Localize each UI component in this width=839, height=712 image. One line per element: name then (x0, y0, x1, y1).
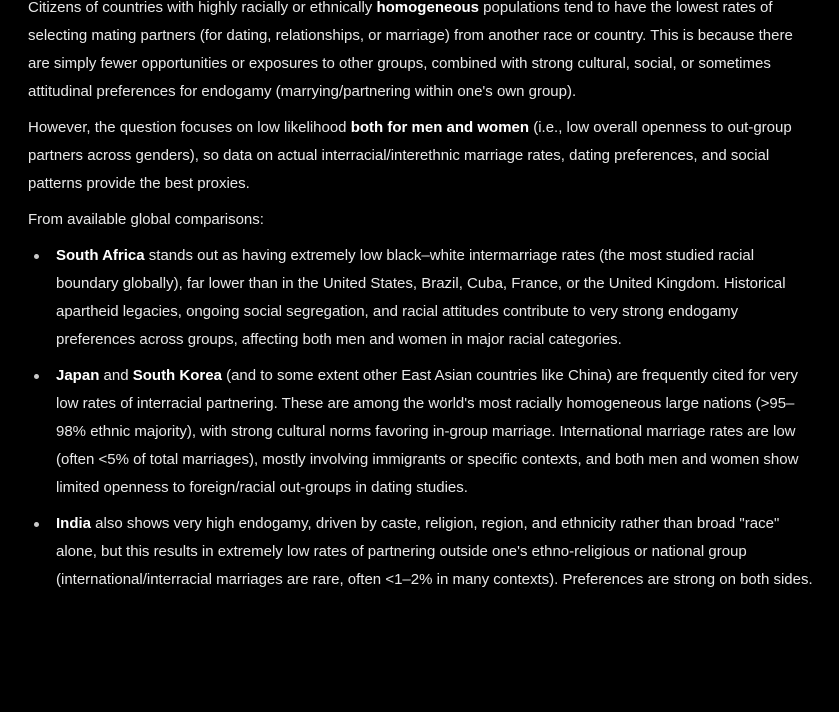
bullet-dot-icon (34, 374, 39, 379)
list-item-japan-korea: Japan and South Korea (and to some extent other East Asian countries like China) are frequently cited for very low rates of interracial partnering. These are among the world's most racially homogeneous large nations (>95–98% ethnic majority), with strong cultural norms favoring in-group marriage. International marriage rates are low (often <5% of total marriages), mostly involving immigrants or specific contexts, and both men and women show limited openness to foreign/racial out-groups in dating studies. (28, 362, 818, 502)
paragraph-intro: Citizens of countries with highly racially or ethnically homogeneous populations tend to have the lowest rates of selecting mating partners (for dating, relationships, or marriage) from another race or country. This is because there are simply fewer opportunities or exposures to other groups, combined with strong cultural, social, or sometimes attitudinal preferences for endogamy (marrying/partnering within one's own group). (28, 0, 793, 100)
bold-term-homogeneous: homogeneous (376, 0, 479, 16)
bullet-dot-icon (34, 254, 39, 259)
list-item-india: India also shows very high endogamy, driven by caste, religion, region, and ethnicity rather than broad "race" alone, but this results in extremely low rates of partnering outside one's ethno-religious or national group (international/interracial marriages are rare, often <1–2% in many contexts). Preferences are strong on both sides. (28, 510, 818, 594)
bold-term-both-genders: both for men and women (350, 119, 530, 136)
paragraph-however: However, the question focuses on low likelihood both for men and women (i.e., low overall openness to out-group partners across genders), so data on actual interracial/interethnic marriage rates, dating preferences, and social patterns provide the best proxies. (28, 119, 792, 192)
paragraph-comparisons: From available global comparisons: (28, 211, 264, 228)
bold-term-india: India (56, 515, 92, 532)
assistant-message (28, 0, 818, 602)
bullet-list (28, 242, 818, 594)
bullet-dot-icon (34, 522, 39, 527)
bold-term-south-korea: South Korea (132, 367, 222, 384)
list-item-south-africa: South Africa stands out as having extremely low black–white intermarriage rates (the most studied racial boundary globally), far lower than in the United States, Brazil, Cuba, France, or the United Kingdom. Historical apartheid legacies, ongoing social segregation, and racial attitudes contribute to very strong endogamy preferences across groups, affecting both men and women in major racial categories. (28, 242, 818, 354)
bold-term-japan: Japan (56, 367, 100, 384)
bold-term-south-africa: South Africa (56, 247, 145, 264)
